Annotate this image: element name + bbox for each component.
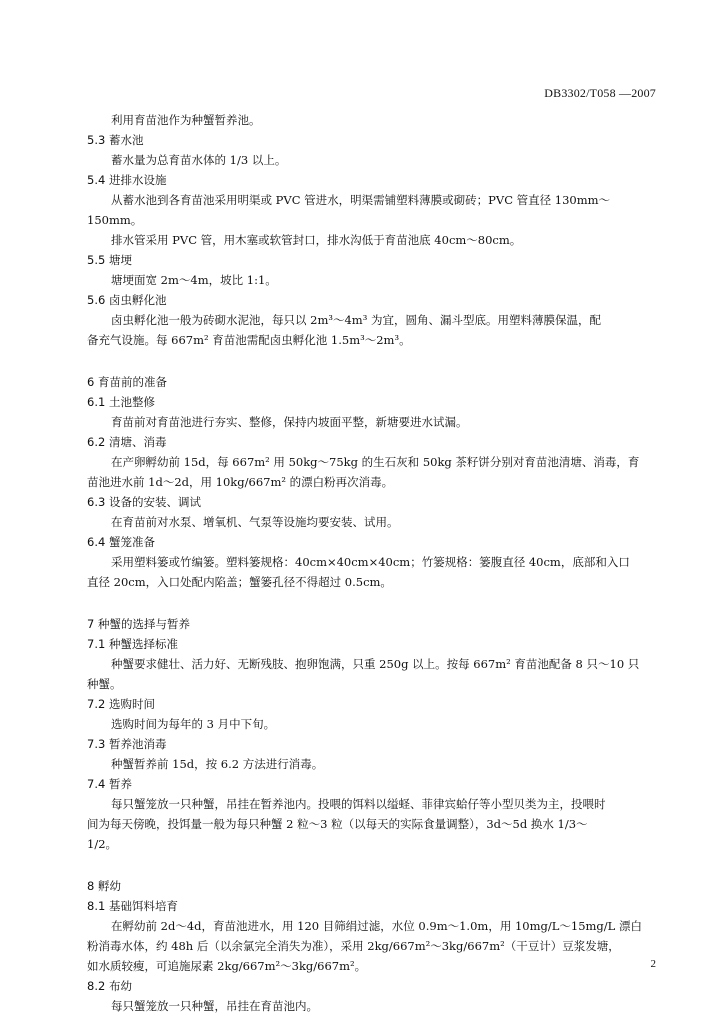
section-heading: 5.3 蓄水池 [87, 133, 144, 147]
section-heading: 6.4 蟹笼准备 [87, 535, 155, 549]
section-heading: 6.3 设备的安装、调试 [87, 495, 201, 509]
paragraph-line: 塘埂面宽 2m～4m，坡比 1:1。 [111, 273, 277, 287]
document-body [87, 110, 657, 1016]
section-heading: 7.1 种蟹选择标准 [87, 637, 178, 651]
paragraph-line: 1/2。 [87, 837, 118, 851]
paragraph-line: 苗池进水前 1d～2d，用 10kg/667m² 的漂白粉再次消毒。 [87, 475, 394, 489]
paragraph-line: 卤虫孵化池一般为砖砌水泥池，每只以 2m³～4m³ 为宜，圆角、漏斗型底。用塑料薄膜保温，配 [111, 313, 601, 327]
section-heading: 5.4 进排水设施 [87, 173, 167, 187]
section-heading: 5.6 卤虫孵化池 [87, 293, 167, 307]
paragraph-line: 选购时间为每年的 3 月中下旬。 [111, 717, 276, 731]
section-heading: 8.2 布幼 [87, 979, 132, 993]
paragraph-line: 如水质较瘦，可追施尿素 2kg/667m²～3kg/667m²。 [87, 959, 367, 973]
paragraph-line: 在孵幼前 2d～4d，育苗池进水，用 120 目筛绢过滤，水位 0.9m～1.0m，用 10mg/L～15mg/L 漂白 [111, 919, 642, 933]
section-heading: 7.2 选购时间 [87, 697, 155, 711]
section-gap [87, 350, 657, 372]
section-heading: 7.3 暂养池消毒 [87, 737, 167, 751]
section-heading: 7 种蟹的选择与暂养 [87, 617, 190, 631]
paragraph-line: 粉消毒水体，约 48h 后（以余氯完全消失为准），采用 2kg/667m²～3kg/667m²（干豆计）豆浆发塘， [87, 939, 620, 953]
paragraph-line: 育苗前对育苗池进行夯实、整修，保持内坡面平整，新塘要进水试漏。 [111, 415, 468, 429]
paragraph-line: 蓄水量为总育苗水体的 1/3 以上。 [111, 153, 287, 167]
paragraph-line: 在产卵孵幼前 15d，每 667m² 用 50kg～75kg 的生石灰和 50kg 茶籽饼分别对育苗池清塘、消毒，育 [111, 455, 640, 469]
paragraph-line: 种蟹要求健壮、活力好、无断残肢、抱卵饱满，只重 250g 以上。按每 667m² 育苗池配备 8 只～10 只 [111, 657, 640, 671]
paragraph-line: 每只蟹笼放一只种蟹，吊挂在育苗池内。 [111, 999, 318, 1013]
paragraph-line: 150mm。 [87, 213, 143, 227]
section-gap [87, 854, 657, 876]
paragraph-line: 采用塑料篓或竹编篓。塑料篓规格：40cm×40cm×40cm；竹篓规格：篓腹直径 40cm，底部和入口 [111, 555, 630, 569]
paragraph-line: 种蟹。 [87, 677, 122, 691]
page-number: 2 [650, 958, 656, 970]
paragraph-line: 直径 20cm，入口处配内陷盖；蟹篓孔径不得超过 0.5cm。 [87, 575, 392, 589]
paragraph-line: 备充气设施。每 667m² 育苗池需配卤虫孵化池 1.5m³～2m³。 [87, 333, 411, 347]
section-heading: 8.1 基础饵料培育 [87, 899, 178, 913]
paragraph-line: 在育苗前对水泵、增氧机、气泵等设施均要安装、试用。 [111, 515, 399, 529]
paragraph-line: 每只蟹笼放一只种蟹，吊挂在暂养池内。投喂的饵料以缢蛏、菲律宾蛤仔等小型贝类为主，投喂时 [111, 797, 606, 811]
standard-code: DB3302/T058 —2007 [544, 86, 656, 100]
paragraph-line: 利用育苗池作为种蟹暂养池。 [111, 113, 261, 127]
section-heading: 6.2 清塘、消毒 [87, 435, 167, 449]
section-heading: 5.5 塘埂 [87, 253, 132, 267]
section-gap [87, 592, 657, 614]
paragraph-line: 种蟹暂养前 15d，按 6.2 方法进行消毒。 [111, 757, 324, 771]
section-heading: 6.1 土池整修 [87, 395, 155, 409]
section-heading: 8 孵幼 [87, 879, 121, 893]
paragraph-line: 间为每天傍晚，投饵量一般为每只种蟹 2 粒～3 粒（以每天的实际食量调整），3d～5d 换水 1/3～ [87, 817, 588, 831]
section-heading: 7.4 暂养 [87, 777, 132, 791]
paragraph-line: 排水管采用 PVC 管，用木塞或软管封口，排水沟低于育苗池底 40cm～80cm。 [111, 233, 522, 247]
section-heading: 6 育苗前的准备 [87, 375, 167, 389]
paragraph-line: 从蓄水池到各育苗池采用明渠或 PVC 管进水，明渠需铺塑料薄膜或砌砖；PVC 管直径 130mm～ [111, 193, 611, 207]
